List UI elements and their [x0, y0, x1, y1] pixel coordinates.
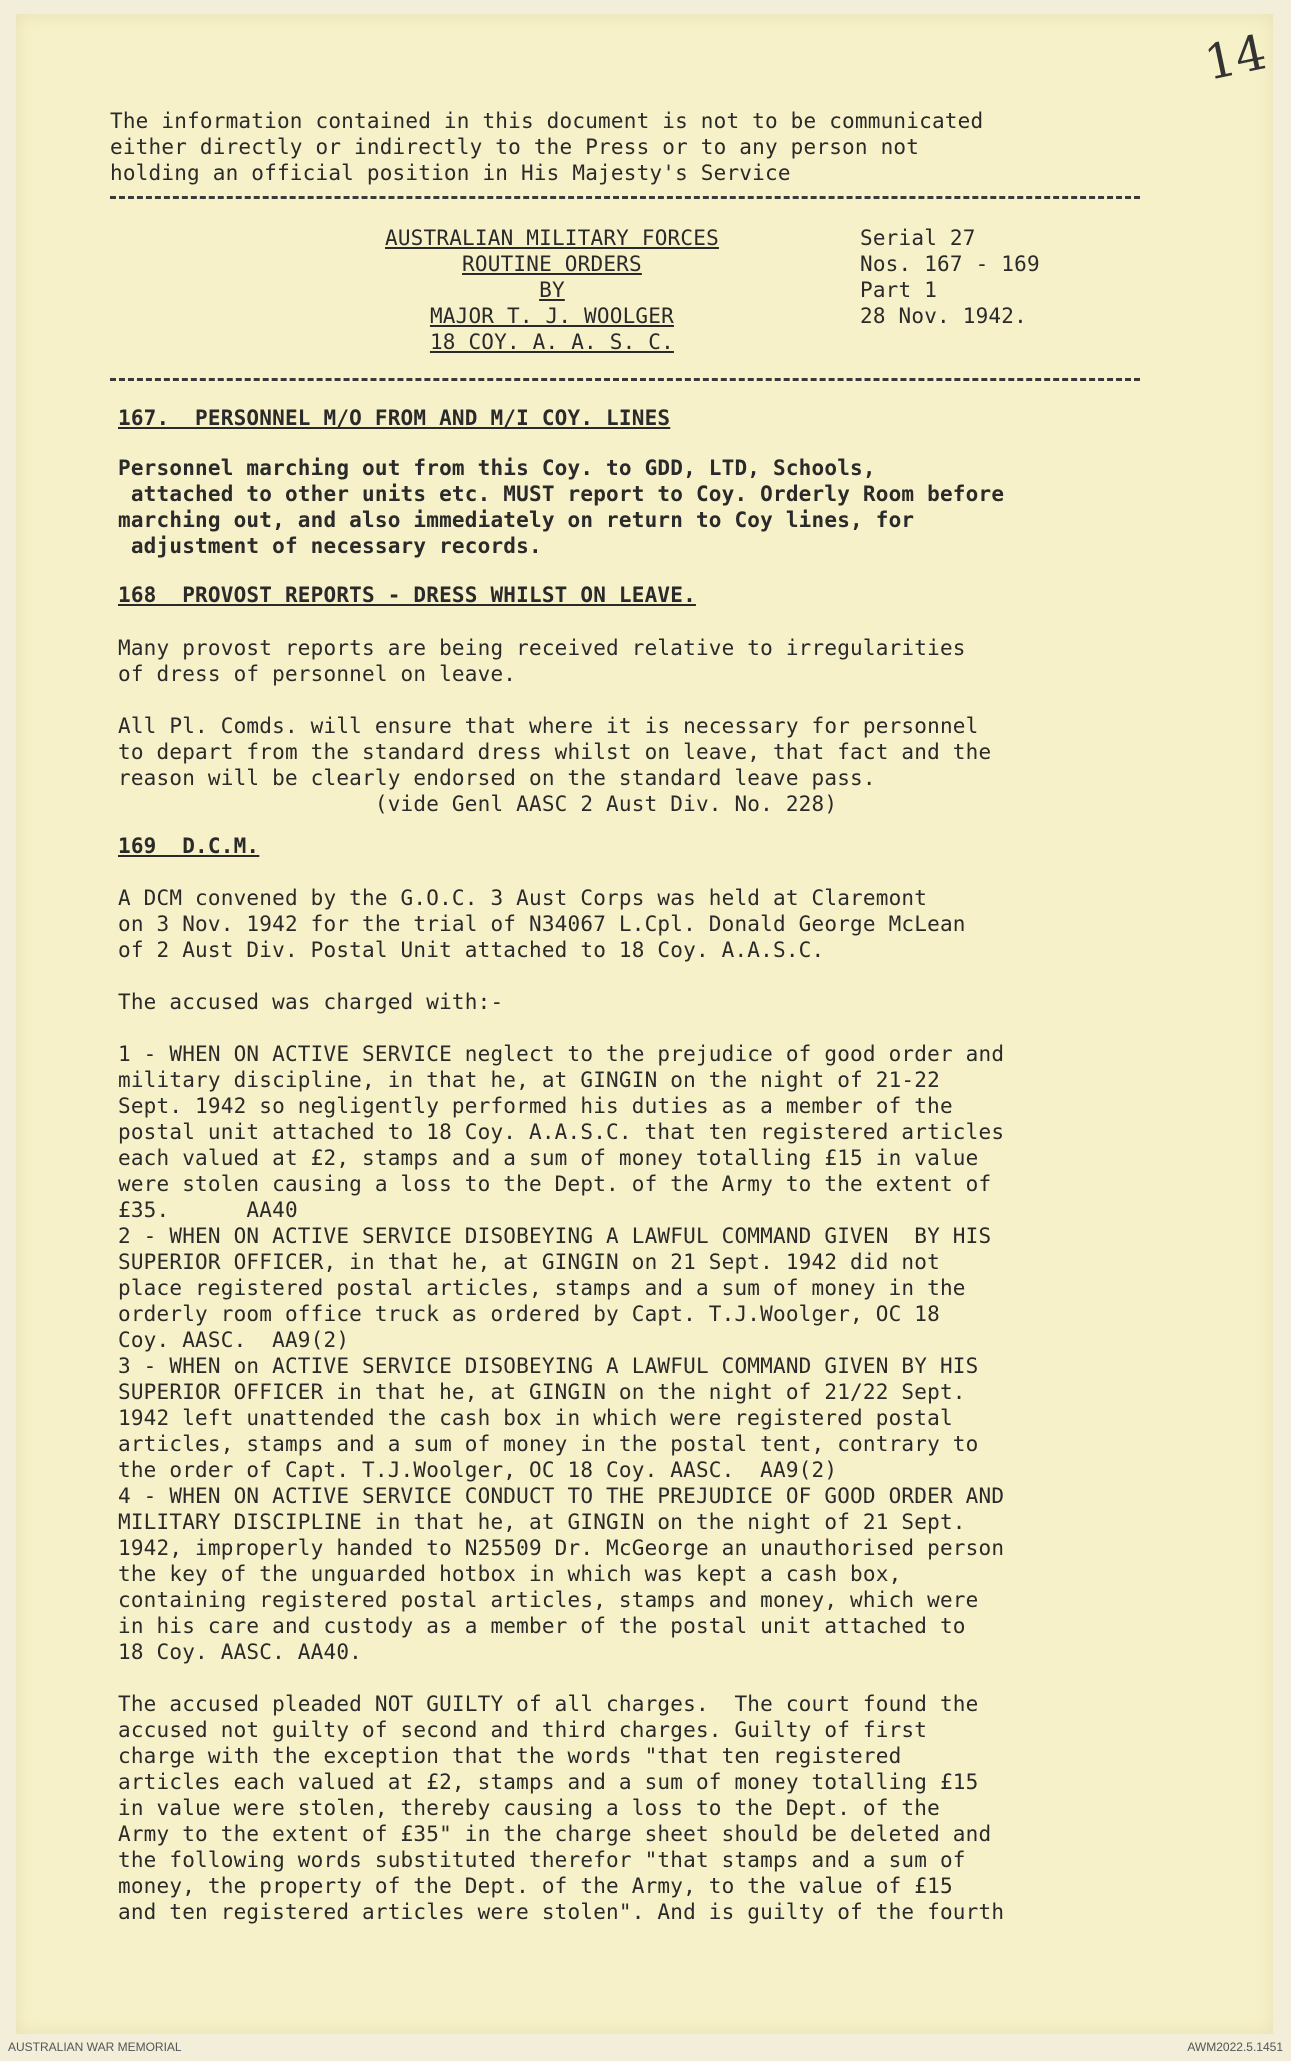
section-168-body: Many provost reports are being received relative to irregularities of dress of personnel on leave. All Pl. Comds. will ensure that where it is necessary for personnel to depart from the standard dress whilst on leave, that fact and the reason will be clearly endorsed on the standard leave pass. (vide Genl AASC 2 Aust Div. No. 228): [118, 636, 992, 816]
dashed-divider-bottom: [110, 378, 1140, 381]
security-notice: The information contained in this document is not to be communicated either directly or indirectly to the Press or to any person not holding an official position in His Majesty's Service: [110, 109, 984, 185]
section-169-heading: 169 D.C.M.: [118, 834, 260, 858]
footer-left: AUSTRALIAN WAR MEMORIAL: [8, 2040, 182, 2054]
section-169-body: A DCM convened by the G.O.C. 3 Aust Corps was held at Claremont on 3 Nov. 1942 for the trial of N34067 L.Cpl. Donald George McLean of 2 Aust Div. Postal Unit attached to 18 Coy. A.A.S.C. The accused was charged with:- 1 - WHEN ON ACTIVE SERVICE neglect to the prejudice of good order and military discipline, in that he, at GINGIN on the night of 21-22 Sept. 1942 so negligently performed his duties as a member of the postal unit attached to 18 Coy. A.A.S.C. that ten registered articles each valued at £2, stamps and a sum of money totalling £15 in value were stolen causing a loss to the Dept. of the Army to the extent of £35. AA40 2 - WHEN ON ACTIVE SERVICE DISOBEYING A LAWFUL COMMAND GIVEN BY HIS SUPERIOR OFFICER, in that he, at GINGIN on 21 Sept. 1942 did not place registered postal articles, stamps and a sum of money in the orderly room office truck as ordered by Capt. T.J.Woolger, OC 18 Coy. AASC. AA9(2) 3 - WHEN on ACTIVE SERVICE DISOBEYING A LAWFUL COMMAND GIVEN BY HIS SUPERIOR OFFICER in that he, at GINGIN on the night of 21/22 Sept. 1942 left unattended the cash box in which were registered postal articles, stamps and a sum of money in the postal tent, contrary to the order of Capt. T.J.Woolger, OC 18 Coy. AASC. AA9(2) 4 - WHEN ON ACTIVE SERVICE CONDUCT TO THE PREJUDICE OF GOOD ORDER AND MILITARY DISCIPLINE in that he, at GINGIN on the night of 21 Sept. 1942, improperly handed to N25509 Dr. McGeorge an unauthorised person the key of the unguarded hotbox in which was kept a cash box, containing registered postal articles, stamps and money, which were in his care and custody as a member of the postal unit attached to 18 Coy. AASC. AA40. The accused pleaded NOT GUILTY of all charges. The court found the accused not guilty of second and third charges. Guilty of first charge with the exception that the words "that ten registered articles each valued at £2, stamps and a sum of money totalling £15 in value were stolen, thereby causing a loss to the Dept. of the Army to the extent of £35" in the charge sheet should be deleted and the following words substituted therefor "that stamps and a sum of money, the property of the Dept. of the Army, to the value of £15 and ten registered articles were stolen". And is guilty of the fourth: [118, 886, 1005, 1924]
footer-right: AWM2022.5.1451: [1187, 2040, 1283, 2054]
orders-heading-right: Serial 27 Nos. 167 - 169 Part 1 28 Nov. 1942.: [860, 226, 1040, 328]
dashed-divider-top: [110, 196, 1140, 199]
handwritten-page-number: 14: [1199, 24, 1272, 92]
section-168-heading: 168 PROVOST REPORTS - DRESS WHILST ON LEAVE.: [118, 583, 696, 607]
section-167-body: Personnel marching out from this Coy. to GDD, LTD, Schools, attached to other units etc. MUST report to Coy. Orderly Room before marching out, and also immediately on return to Coy lines, for adjustment of necessary records.: [118, 456, 1005, 558]
section-167-heading: 167. PERSONNEL M/O FROM AND M/I COY. LINES: [118, 406, 671, 430]
orders-heading-left: AUSTRALIAN MILITARY FORCES ROUTINE ORDERS BY MAJOR T. J. WOOLGER 18 COY. A. A. S. C.: [385, 226, 719, 354]
